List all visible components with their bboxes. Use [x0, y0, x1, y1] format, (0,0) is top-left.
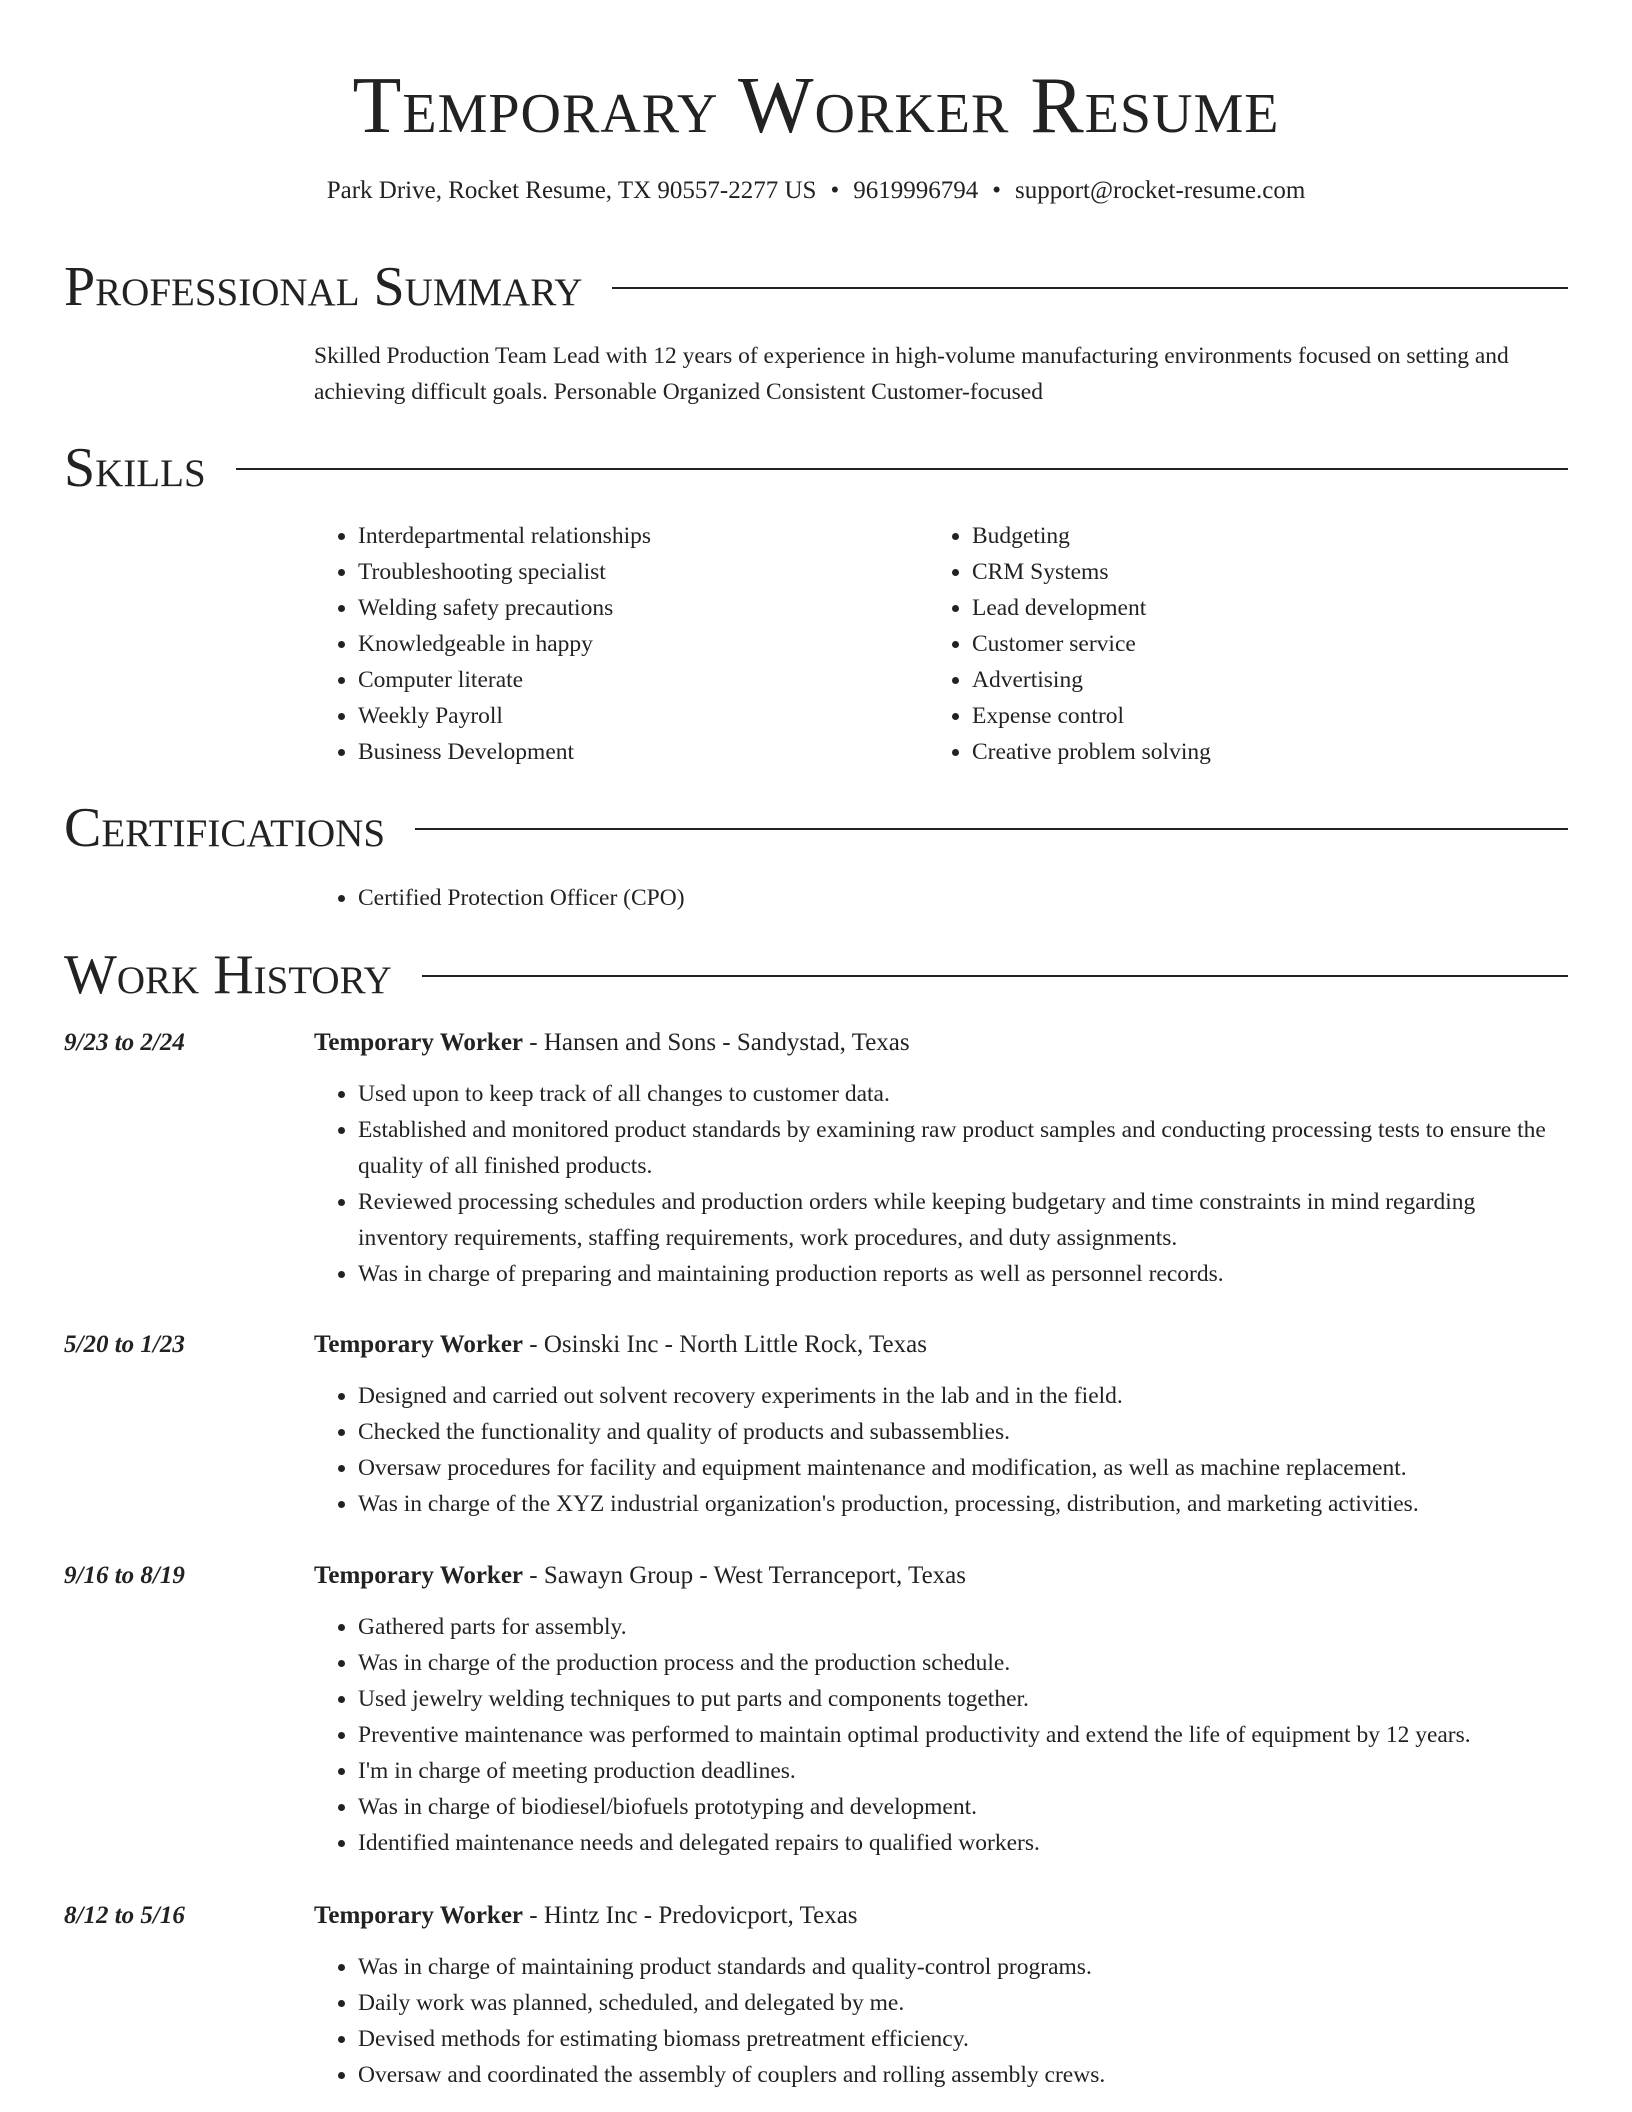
duties-list	[314, 1378, 1568, 1522]
skills-list-right	[928, 518, 1211, 770]
contact-phone: 9619996794	[853, 177, 979, 204]
contact-separator: •	[992, 177, 1001, 204]
skill-item: • Weekly Payroll	[358, 698, 651, 734]
job-header	[314, 1559, 966, 1593]
duty-item: • Oversaw and coordinated the assembly of couplers and rolling assembly crews.	[358, 2057, 1568, 2093]
job-header	[314, 1328, 927, 1362]
section-title-skills: Skills	[64, 433, 236, 503]
duty-item: • Was in charge of preparing and maintaining production reports as well as personnel records.	[358, 1256, 1568, 1292]
job-dates: 8/12 to 5/16	[64, 1902, 185, 1929]
duty-item: • Was in charge of the XYZ industrial organization's production, processing, distribution, and marketing activities.	[358, 1486, 1568, 1522]
section-divider	[64, 468, 1568, 470]
duties-list	[314, 1076, 1568, 1292]
contact-email[interactable]: support@rocket-resume.com	[1015, 177, 1306, 204]
skill-item: • Knowledgeable in happy	[358, 626, 651, 662]
duty-item: • Designed and carried out solvent recovery experiments in the lab and in the field.	[358, 1378, 1568, 1414]
skill-item: • Business Development	[358, 734, 651, 770]
skill-item: • Computer literate	[358, 662, 651, 698]
section-title-work-history: Work History	[64, 940, 422, 1010]
job-employer: - Hansen and Sons - Sandystad, Texas	[523, 1029, 910, 1056]
duties-list	[314, 1949, 1568, 2093]
job-title: Temporary Worker	[314, 1331, 524, 1358]
duty-item: • Was in charge of maintaining product standards and quality-control programs.	[358, 1949, 1568, 1985]
job-duties	[314, 1378, 1568, 1522]
job-employer: - Sawayn Group - West Terranceport, Texas	[523, 1562, 966, 1589]
job-duties	[314, 1076, 1568, 1292]
duties-list	[314, 1609, 1568, 1861]
contact-address: Park Drive, Rocket Resume, TX 90557-2277 US	[326, 177, 817, 204]
job-title: Temporary Worker	[314, 1562, 524, 1589]
skill-item: • CRM Systems	[972, 554, 1211, 590]
skill-item: • Creative problem solving	[972, 734, 1211, 770]
duty-item: • I'm in charge of meeting production deadlines.	[358, 1753, 1568, 1789]
duty-item: • Used upon to keep track of all changes to customer data.	[358, 1076, 1568, 1112]
skill-item: • Budgeting	[972, 518, 1211, 554]
job-employer: - Osinski Inc - North Little Rock, Texas	[523, 1331, 927, 1358]
duty-item: • Daily work was planned, scheduled, and delegated by me.	[358, 1985, 1568, 2021]
contact-separator: •	[830, 177, 840, 204]
section-heading-skills	[64, 433, 1568, 503]
duty-item: • Gathered parts for assembly.	[358, 1609, 1568, 1645]
duty-item: • Identified maintenance needs and delegated repairs to qualified workers.	[358, 1825, 1568, 1861]
duty-item: • Reviewed processing schedules and production orders while keeping budgetary and time constraints in mind regarding inventory requirements, staffing requirements, work procedures, and duty assignments.	[358, 1184, 1568, 1256]
duty-item: • Used jewelry welding techniques to put parts and components together.	[358, 1681, 1568, 1717]
skills-list-left	[314, 518, 651, 770]
duty-item: • Preventive maintenance was performed to maintain optimal productivity and extend the life of equipment by 12 years.	[358, 1717, 1568, 1753]
certifications-list	[314, 880, 685, 916]
section-heading-summary	[64, 252, 1568, 322]
job-duties	[314, 1609, 1568, 1861]
job-title: Temporary Worker	[314, 1902, 524, 1929]
skill-item: • Lead development	[972, 590, 1211, 626]
skills-column-right	[928, 518, 1211, 770]
skill-item: • Customer service	[972, 626, 1211, 662]
skill-item: • Troubleshooting specialist	[358, 554, 651, 590]
job-employer: - Hintz Inc - Predovicport, Texas	[523, 1902, 858, 1929]
job-header	[314, 1026, 910, 1060]
duty-item: • Was in charge of biodiesel/biofuels prototyping and development.	[358, 1789, 1568, 1825]
skill-item: • Welding safety precautions	[358, 590, 651, 626]
resume-title: Temporary Worker Resume	[352, 62, 1280, 150]
section-title-summary: Professional Summary	[64, 252, 612, 322]
job-dates: 9/16 to 8/19	[64, 1562, 185, 1589]
certifications-bullets	[314, 880, 685, 916]
duty-item: • Was in charge of the production process and the production schedule.	[358, 1645, 1568, 1681]
duty-item: • Devised methods for estimating biomass pretreatment efficiency.	[358, 2021, 1568, 2057]
job-header	[314, 1899, 858, 1933]
job-title: Temporary Worker	[314, 1029, 524, 1056]
job-duties	[314, 1949, 1568, 2093]
section-heading-work-history	[64, 940, 1568, 1010]
summary-text: Skilled Production Team Lead with 12 years of experience in high-volume manufacturing environments focused on setting and achieving difficult goals. Personable Organized Consistent Customer-focused	[314, 343, 1509, 405]
skill-item: • Interdepartmental relationships	[358, 518, 651, 554]
job-dates: 5/20 to 1/23	[64, 1331, 185, 1358]
contact-line	[0, 175, 1632, 207]
skill-item: • Expense control	[972, 698, 1211, 734]
skill-item: • Advertising	[972, 662, 1211, 698]
duty-item: • Checked the functionality and quality of products and subassemblies.	[358, 1414, 1568, 1450]
certification-item: • Certified Protection Officer (CPO)	[358, 880, 685, 916]
duty-item: • Oversaw procedures for facility and equipment maintenance and modification, as well as machine replacement.	[358, 1450, 1568, 1486]
section-heading-certifications	[64, 793, 1568, 863]
skills-column-left	[314, 518, 651, 770]
duty-item: • Established and monitored product standards by examining raw product samples and conducting processing tests to ensure the quality of all finished products.	[358, 1112, 1568, 1184]
section-title-certifications: Certifications	[64, 793, 415, 863]
job-dates: 9/23 to 2/24	[64, 1029, 185, 1056]
